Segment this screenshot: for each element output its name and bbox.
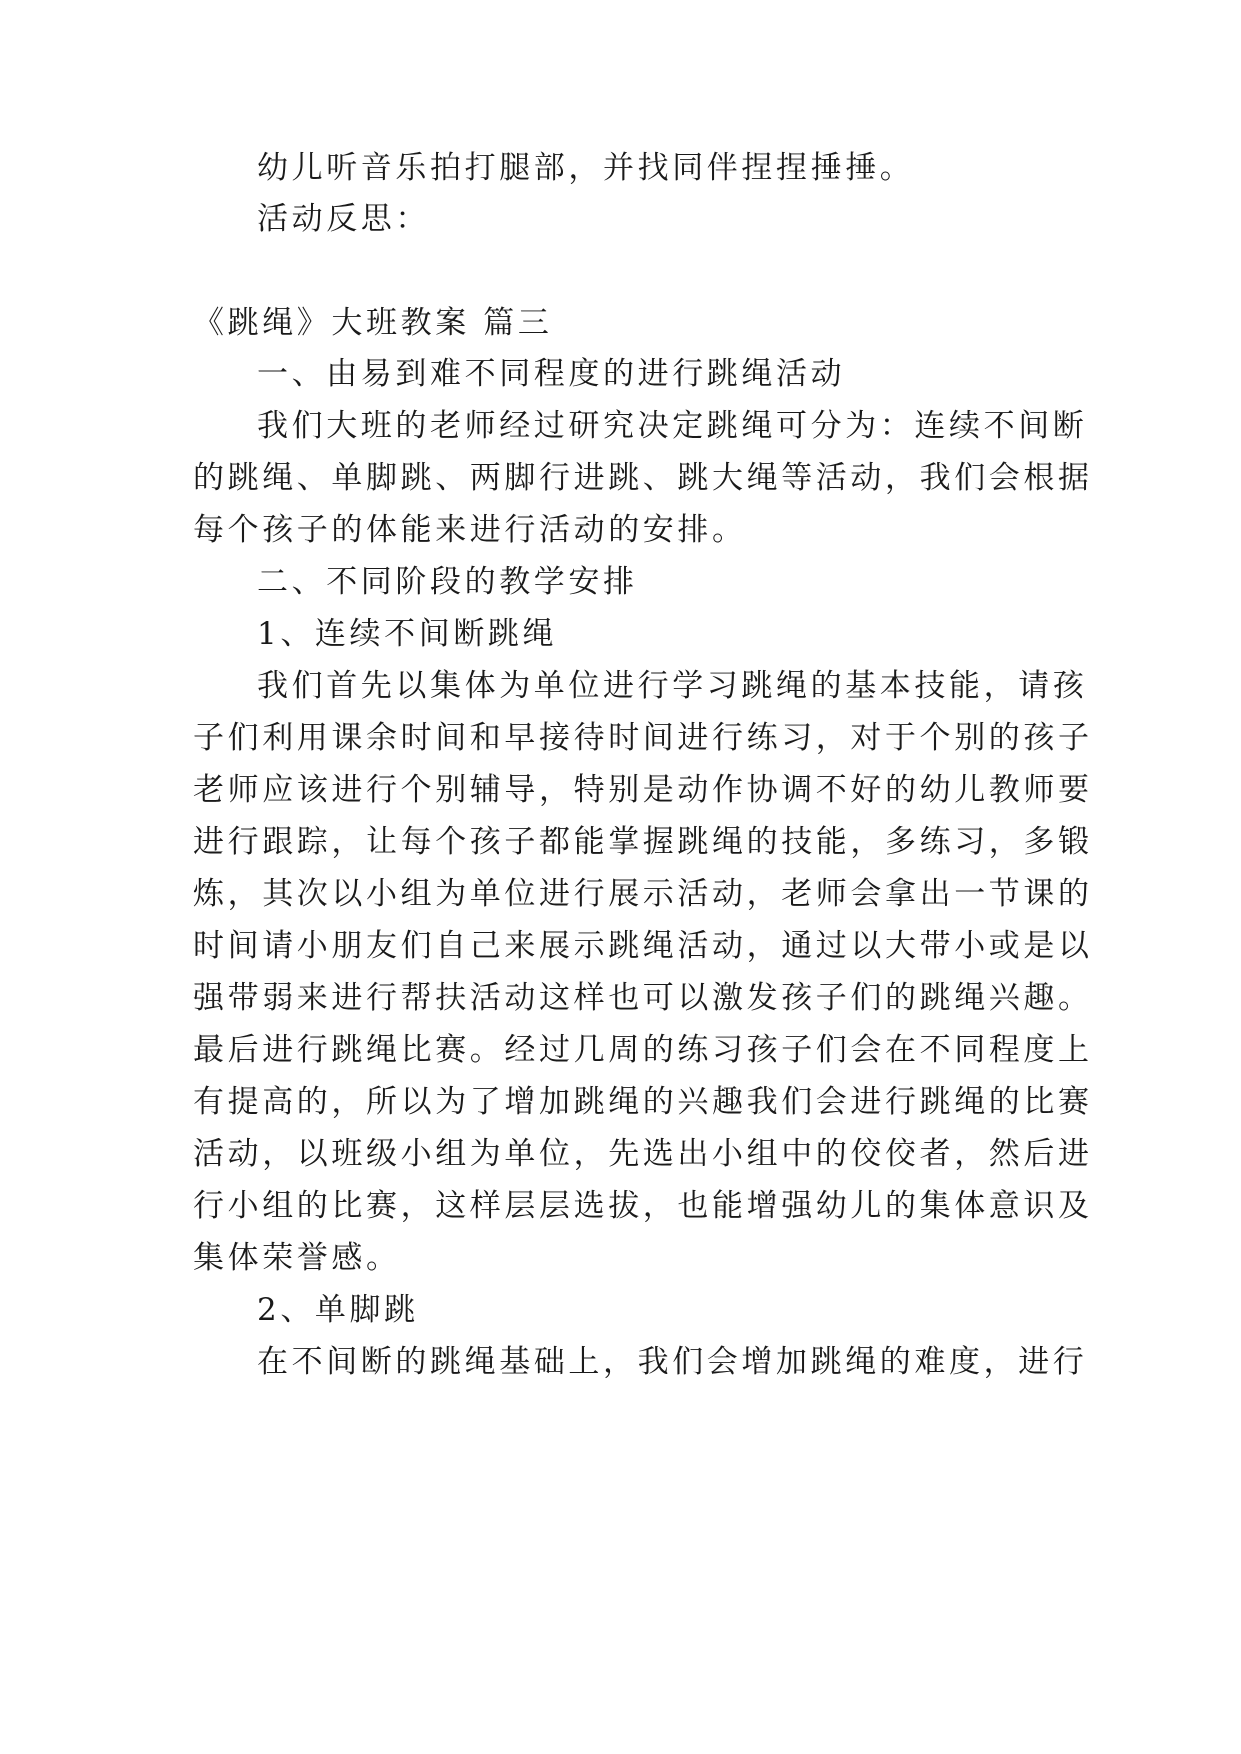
paragraph-line: 在不间断的跳绳基础上，我们会增加跳绳的难度，进行 xyxy=(257,1344,1088,1380)
paragraph-line: 每个孩子的体能来进行活动的安排。 xyxy=(193,512,747,548)
paragraph-line: 最后进行跳绳比赛。经过几周的练习孩子们会在不同程度上 xyxy=(193,1032,1093,1068)
paragraph-line: 进行跟踪，让每个孩子都能掌握跳绳的技能，多练习，多锻 xyxy=(193,824,1093,860)
paragraph-line: 我们首先以集体为单位进行学习跳绳的基本技能，请孩 xyxy=(257,668,1088,704)
paragraph-line: 集体荣誉感。 xyxy=(193,1240,401,1276)
subheading: 二、不同阶段的教学安排 xyxy=(257,564,638,600)
paragraph-line: 活动反思： xyxy=(257,201,430,237)
subheading: 2、单脚跳 xyxy=(257,1292,419,1328)
paragraph-line: 的跳绳、单脚跳、两脚行进跳、跳大绳等活动，我们会根据 xyxy=(193,460,1093,496)
paragraph-line: 炼，其次以小组为单位进行展示活动，老师会拿出一节课的 xyxy=(193,876,1093,912)
paragraph-line: 有提高的，所以为了增加跳绳的兴趣我们会进行跳绳的比赛 xyxy=(193,1084,1093,1120)
paragraph-line: 老师应该进行个别辅导，特别是动作协调不好的幼儿教师要 xyxy=(193,772,1093,808)
section-heading: 《跳绳》大班教案 篇三 xyxy=(193,305,553,341)
paragraph-line: 强带弱来进行帮扶活动这样也可以激发孩子们的跳绳兴趣。 xyxy=(193,980,1093,1016)
paragraph-line: 时间请小朋友们自己来展示跳绳活动，通过以大带小或是以 xyxy=(193,928,1093,964)
subheading: 1、连续不间断跳绳 xyxy=(257,616,558,652)
paragraph-line: 活动，以班级小组为单位，先选出小组中的佼佼者，然后进 xyxy=(193,1136,1093,1172)
paragraph-line: 我们大班的老师经过研究决定跳绳可分为：连续不间断 xyxy=(257,408,1088,444)
paragraph-line: 子们利用课余时间和早接待时间进行练习，对于个别的孩子 xyxy=(193,720,1093,756)
subheading: 一、由易到难不同程度的进行跳绳活动 xyxy=(257,356,846,392)
paragraph-line: 幼儿听音乐拍打腿部，并找同伴捏捏捶捶。 xyxy=(257,150,915,186)
paragraph-line: 行小组的比赛，这样层层选拔，也能增强幼儿的集体意识及 xyxy=(193,1188,1093,1224)
